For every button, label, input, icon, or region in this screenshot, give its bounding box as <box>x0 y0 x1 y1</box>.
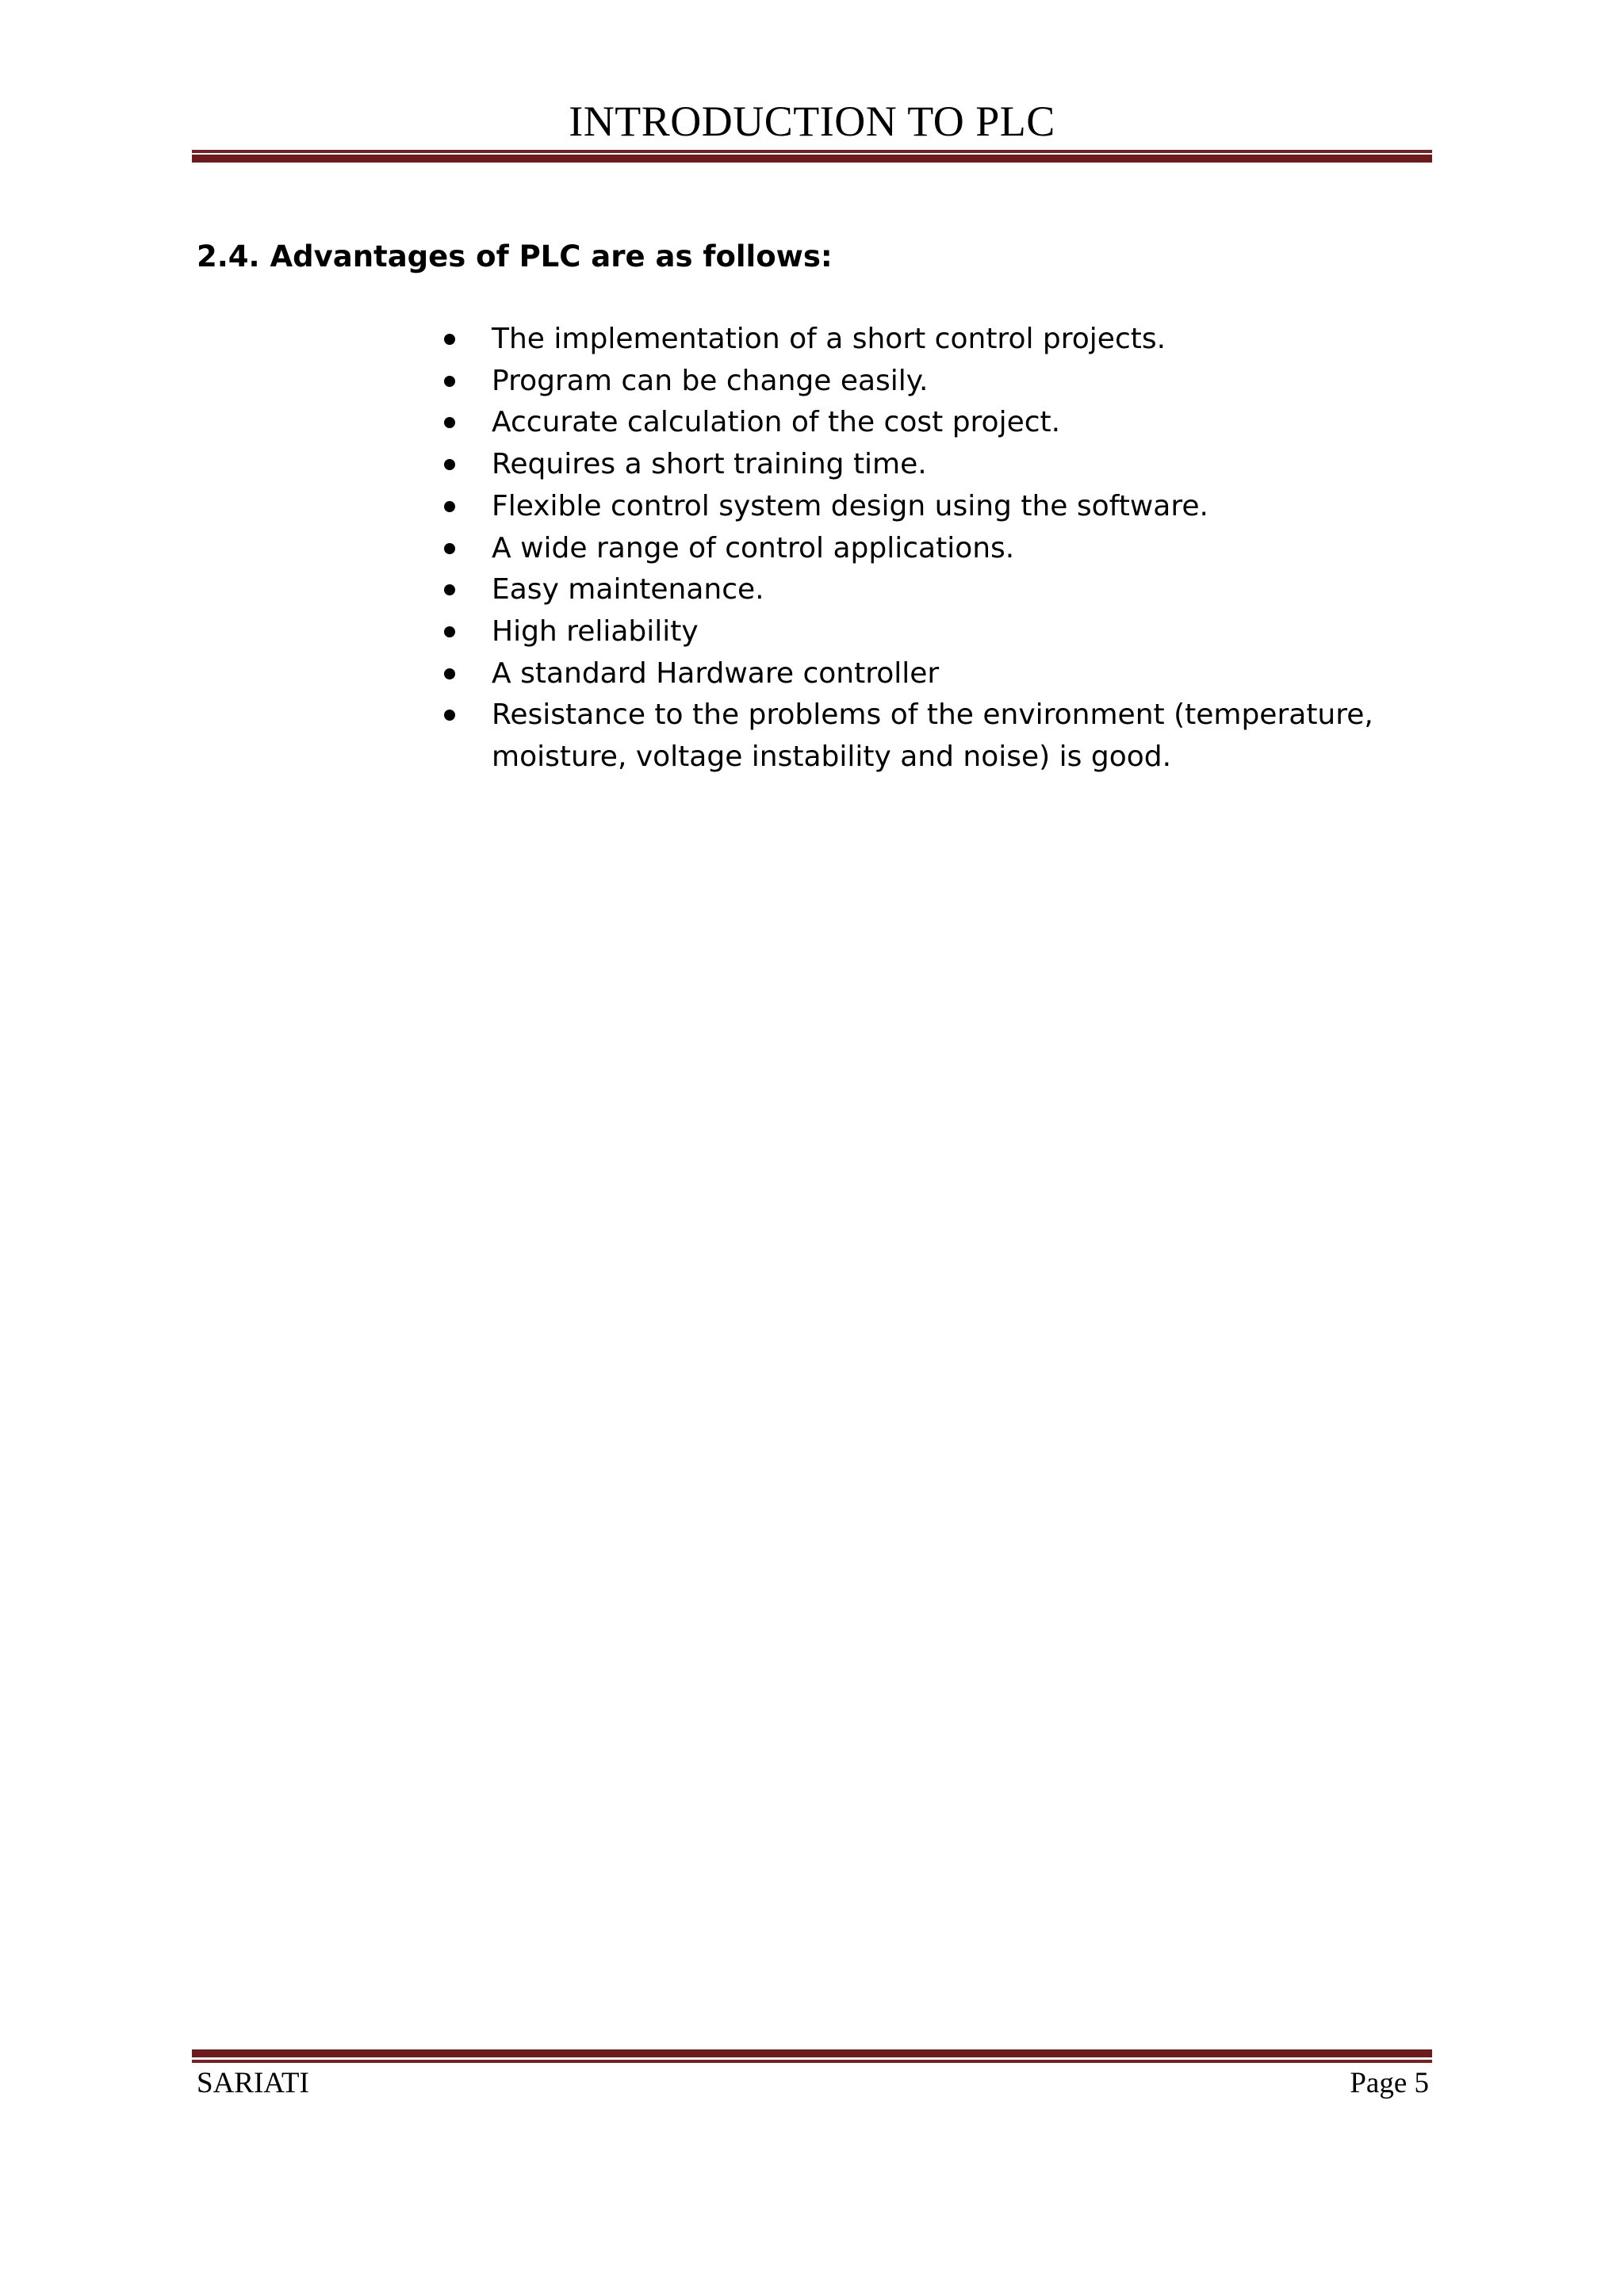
bullet-icon <box>444 334 455 345</box>
list-item <box>435 444 1386 486</box>
list-item-text: Resistance to the problems of the environment (temperature, moisture, voltage instability and noise) is good. <box>492 698 1373 774</box>
footer-rule-thick <box>192 2049 1432 2057</box>
bullet-icon <box>444 668 455 679</box>
advantages-list <box>435 319 1386 779</box>
bullet-icon <box>444 376 455 387</box>
bullet-icon <box>444 459 455 470</box>
list-item <box>435 486 1386 528</box>
list-item-text: The implementation of a short control projects. <box>492 323 1166 355</box>
footer-page-number: Page 5 <box>1350 2067 1429 2099</box>
bullet-icon <box>444 584 455 595</box>
bullet-icon <box>444 543 455 554</box>
list-item-text: Program can be change easily. <box>492 364 929 397</box>
list-item-text: Accurate calculation of the cost project. <box>492 406 1061 439</box>
bullet-icon <box>444 710 455 721</box>
list-item-text: High reliability <box>492 614 699 648</box>
list-item <box>435 569 1386 611</box>
footer-author: SARIATI <box>197 2067 309 2099</box>
list-item <box>435 402 1386 444</box>
list-item <box>435 528 1386 570</box>
header-rule-thin <box>192 150 1432 153</box>
footer-rule-thin <box>192 2060 1432 2063</box>
bullet-icon <box>444 626 455 637</box>
list-item-text: A standard Hardware controller <box>492 656 940 690</box>
list-item <box>435 361 1386 403</box>
list-item-text: Flexible control system design using the software. <box>492 489 1208 522</box>
section-heading: 2.4. Advantages of PLC are as follows: <box>197 239 833 274</box>
bullet-icon <box>444 417 455 428</box>
list-item-text: Requires a short training time. <box>492 448 927 481</box>
page-header-title: INTRODUCTION TO PLC <box>569 98 1055 145</box>
list-item <box>435 653 1386 695</box>
list-item <box>435 319 1386 361</box>
header-rule-thick <box>192 155 1432 163</box>
list-item <box>435 695 1386 778</box>
bullet-icon <box>444 501 455 512</box>
list-item-text: Easy maintenance. <box>492 573 764 607</box>
list-item-text: A wide range of control applications. <box>492 531 1015 564</box>
list-item <box>435 611 1386 653</box>
